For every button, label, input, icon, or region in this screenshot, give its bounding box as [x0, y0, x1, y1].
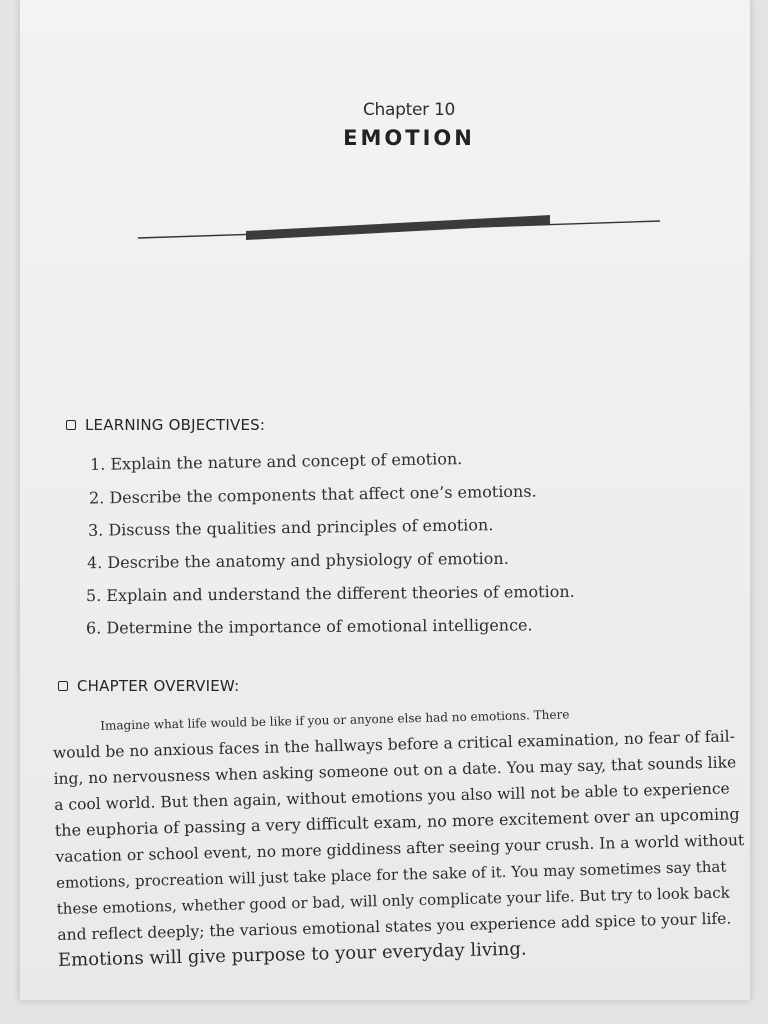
paragraph-line: emotions, procreation will just take place for the sake of it. You may sometimes say that — [55, 857, 727, 892]
paragraph-line: vacation or school event, no more giddiness after seeing your crush. In a world without — [55, 831, 745, 866]
list-item: 2. Describe the components that affect one’s emotions. — [88, 481, 537, 508]
chapter-overview-heading-text: CHAPTER OVERVIEW: — [77, 677, 240, 695]
list-item: 5. Explain and understand the different theories of emotion. — [85, 581, 575, 606]
chapter-number: Chapter 10 — [362, 100, 455, 120]
paragraph-line: and reflect deeply; the various emotional states you experience add spice to your life. — [57, 909, 732, 944]
list-item: 3. Discuss the qualities and principles of emotion. — [87, 515, 494, 540]
chapter-title: EMOTION — [343, 126, 475, 150]
paragraph-line: ing, no nervousness when asking someone out on a date. You may say, that sounds like — [53, 753, 737, 788]
checkbox-bullet-icon — [58, 681, 68, 691]
list-item: 4. Describe the anatomy and physiology of emotion. — [86, 548, 509, 573]
paragraph-line: Emotions will give purpose to your everyday living. — [57, 938, 527, 971]
list-item: 6. Determine the importance of emotional intelligence. — [85, 615, 533, 638]
chapter-overview-paragraph — [52, 697, 748, 974]
chapter-divider — [20, 0, 750, 260]
chapter-overview-heading — [58, 677, 239, 695]
paragraph-line: Imagine what life would be like if you or anyone else had no emotions. There — [100, 707, 570, 733]
paragraph-line: a cool world. But then again, without emotions you also will not be able to experience — [54, 779, 730, 814]
learning-objectives-heading-text: LEARNING OBJECTIVES: — [85, 416, 266, 434]
paragraph-line: would be no anxious faces in the hallways before a critical examination, no fear of fail- — [52, 727, 736, 762]
learning-objectives-heading — [66, 416, 265, 434]
paragraph-line: these emotions, whether good or bad, will only complicate your life. But try to look back — [56, 883, 730, 918]
list-item: 1. Explain the nature and concept of emotion. — [89, 449, 463, 474]
checkbox-bullet-icon — [66, 420, 76, 430]
paragraph-line: the euphoria of passing a very difficult exam, no more excitement over an upcoming — [54, 804, 740, 840]
